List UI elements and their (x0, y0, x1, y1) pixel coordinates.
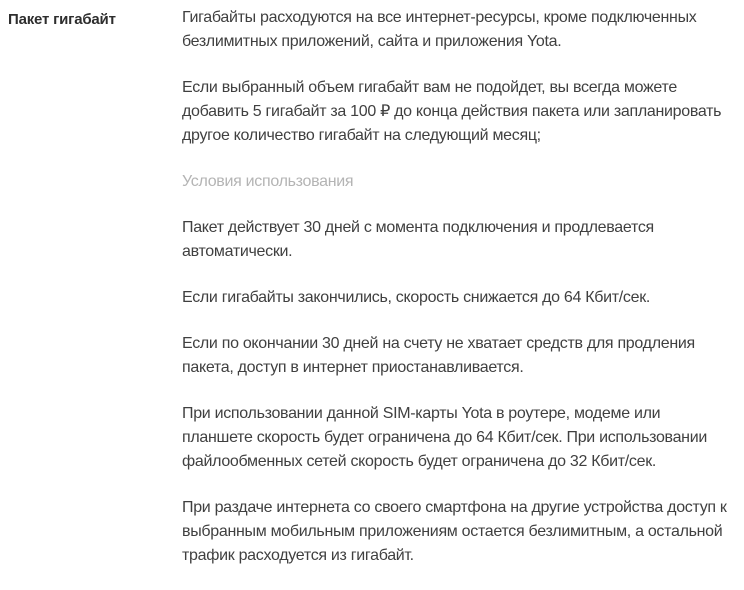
terms-paragraph: Если по окончании 30 дней на счету не хватает средств для продления пакета, доступ в интернет приостанавливается. (182, 335, 695, 376)
section-content (182, 6, 730, 590)
terms-paragraph: Пакет действует 30 дней с момента подключения и продлевается автоматически. (182, 219, 654, 260)
terms-paragraph: При раздаче интернета со своего смартфона на другие устройства доступ к выбранным мобильным приложениям остается безлимитным, а остальной трафик расходуется из гигабайт. (182, 499, 727, 564)
terms-paragraph: Если гигабайты закончились, скорость снижается до 64 Кбит/сек. (182, 289, 651, 306)
terms-paragraph: Гигабайты расходуются на все интернет-ресурсы, кроме подключенных безлимитных приложений, сайта и приложения Yota. (182, 9, 697, 50)
section-label: Пакет гигабайт (8, 11, 116, 28)
terms-paragraph: Если выбранный объем гигабайт вам не подойдет, вы всегда можете добавить 5 гигабайт за 100 ₽ до конца действия пакета или запланировать другое количество гигабайт на следующий месяц; (182, 79, 722, 144)
usage-terms-subheading: Условия использования (182, 173, 354, 190)
terms-paragraph: При использовании данной SIM-карты Yota в роутере, модеме или планшете скорость будет ограничена до 64 Кбит/сек. При использовании файлообменных сетей скорость будет ограничена до 32 Кбит/сек. (182, 405, 707, 470)
